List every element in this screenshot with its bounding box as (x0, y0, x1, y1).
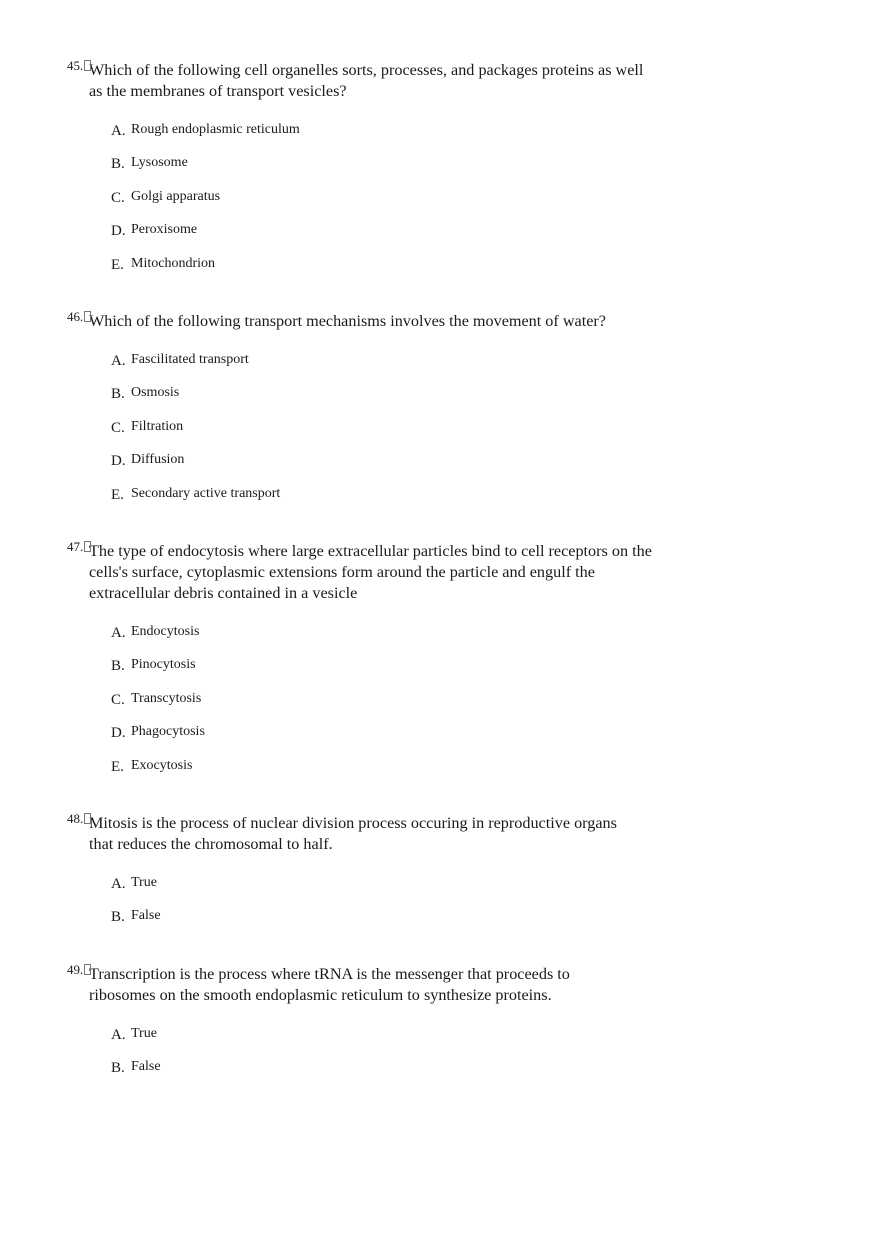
option-letter: D. (111, 725, 126, 742)
answer-options (67, 873, 687, 940)
answer-option[interactable] (67, 689, 687, 722)
question-header (67, 60, 687, 102)
answer-options (67, 1024, 687, 1091)
answer-option[interactable] (67, 187, 687, 220)
option-text: Pinocytosis (131, 657, 196, 673)
option-letter: A. (111, 876, 126, 892)
option-text: Secondary active transport (131, 485, 281, 501)
option-text: Endocytosis (131, 624, 200, 639)
question-header (67, 813, 687, 855)
option-letter: B. (111, 156, 125, 173)
answer-option[interactable] (67, 383, 687, 416)
answer-options (67, 622, 687, 789)
option-text: False (131, 1059, 161, 1075)
answer-option[interactable] (67, 622, 687, 655)
option-letter: E. (111, 486, 124, 503)
question-header (67, 541, 687, 604)
option-letter: E. (111, 758, 124, 775)
option-text: Fascilitated transport (131, 352, 249, 367)
option-text: Diffusion (131, 452, 185, 468)
option-text: Rough endoplasmic reticulum (131, 122, 300, 137)
answer-option[interactable] (67, 220, 687, 253)
answer-options (67, 350, 687, 517)
answer-option[interactable] (67, 450, 687, 483)
answer-option[interactable] (67, 254, 687, 287)
question-49 (67, 964, 687, 1091)
answer-option[interactable] (67, 484, 687, 517)
checkbox-glyph-icon (84, 964, 91, 975)
question-45 (67, 60, 687, 287)
question-number: 49. (67, 962, 91, 978)
question-header (67, 964, 687, 1006)
question-text: Transcription is the process where tRNA is the messenger that proceeds to ribosomes on the smooth endoplasmic reticulum to synthesize proteins. (89, 965, 570, 1004)
option-letter: A. (111, 1027, 126, 1043)
option-letter: A. (111, 353, 126, 369)
option-letter: B. (111, 1060, 125, 1077)
answer-option[interactable] (67, 722, 687, 755)
answer-option[interactable] (67, 655, 687, 688)
option-letter: A. (111, 123, 126, 139)
option-letter: C. (111, 189, 125, 206)
checkbox-glyph-icon (84, 541, 91, 552)
question-number: 47. (67, 539, 91, 555)
answer-option[interactable] (67, 1057, 687, 1090)
answer-option[interactable] (67, 350, 687, 383)
option-letter: B. (111, 658, 125, 675)
checkbox-glyph-icon (84, 60, 91, 71)
answer-option[interactable] (67, 906, 687, 939)
option-letter: D. (111, 223, 126, 240)
answer-option[interactable] (67, 153, 687, 186)
question-text: Mitosis is the process of nuclear division process occuring in reproductive organs that reduces the chromosomal to half. (89, 814, 617, 853)
question-number: 48. (67, 811, 91, 827)
question-text: The type of endocytosis where large extracellular particles bind to cell receptors on the cells's surface, cytoplasmic extensions form around the particle and engulf the extracellular debris contained in a vesicle (89, 542, 652, 602)
question-number: 46. (67, 309, 91, 325)
option-letter: B. (111, 909, 125, 926)
option-text: Mitochondrion (131, 255, 215, 271)
option-text: True (131, 1026, 157, 1041)
answer-option[interactable] (67, 1024, 687, 1057)
answer-options (67, 120, 687, 287)
question-47 (67, 541, 687, 789)
question-text: Which of the following cell organelles sorts, processes, and packages proteins as well as the membranes of transport vesicles? (89, 61, 644, 100)
option-text: Exocytosis (131, 757, 193, 773)
option-text: Phagocytosis (131, 724, 205, 740)
option-letter: B. (111, 386, 125, 403)
option-text: False (131, 908, 161, 924)
option-letter: D. (111, 453, 126, 470)
option-text: Peroxisome (131, 222, 198, 238)
checkbox-glyph-icon (84, 813, 91, 824)
question-number: 45. (67, 58, 91, 74)
option-text: Osmosis (131, 385, 180, 401)
answer-option[interactable] (67, 120, 687, 153)
answer-option[interactable] (67, 417, 687, 450)
option-letter: C. (111, 419, 125, 436)
answer-option[interactable] (67, 873, 687, 906)
option-letter: C. (111, 691, 125, 708)
question-46 (67, 311, 687, 517)
option-text: Golgi apparatus (131, 188, 221, 204)
answer-option[interactable] (67, 756, 687, 789)
option-letter: E. (111, 256, 124, 273)
option-text: True (131, 875, 157, 890)
question-header (67, 311, 687, 332)
question-text: Which of the following transport mechanisms involves the movement of water? (89, 312, 606, 330)
question-48 (67, 813, 687, 940)
checkbox-glyph-icon (84, 311, 91, 322)
option-letter: A. (111, 625, 126, 641)
option-text: Transcytosis (131, 690, 202, 706)
option-text: Lysosome (131, 155, 188, 171)
option-text: Filtration (131, 418, 184, 434)
